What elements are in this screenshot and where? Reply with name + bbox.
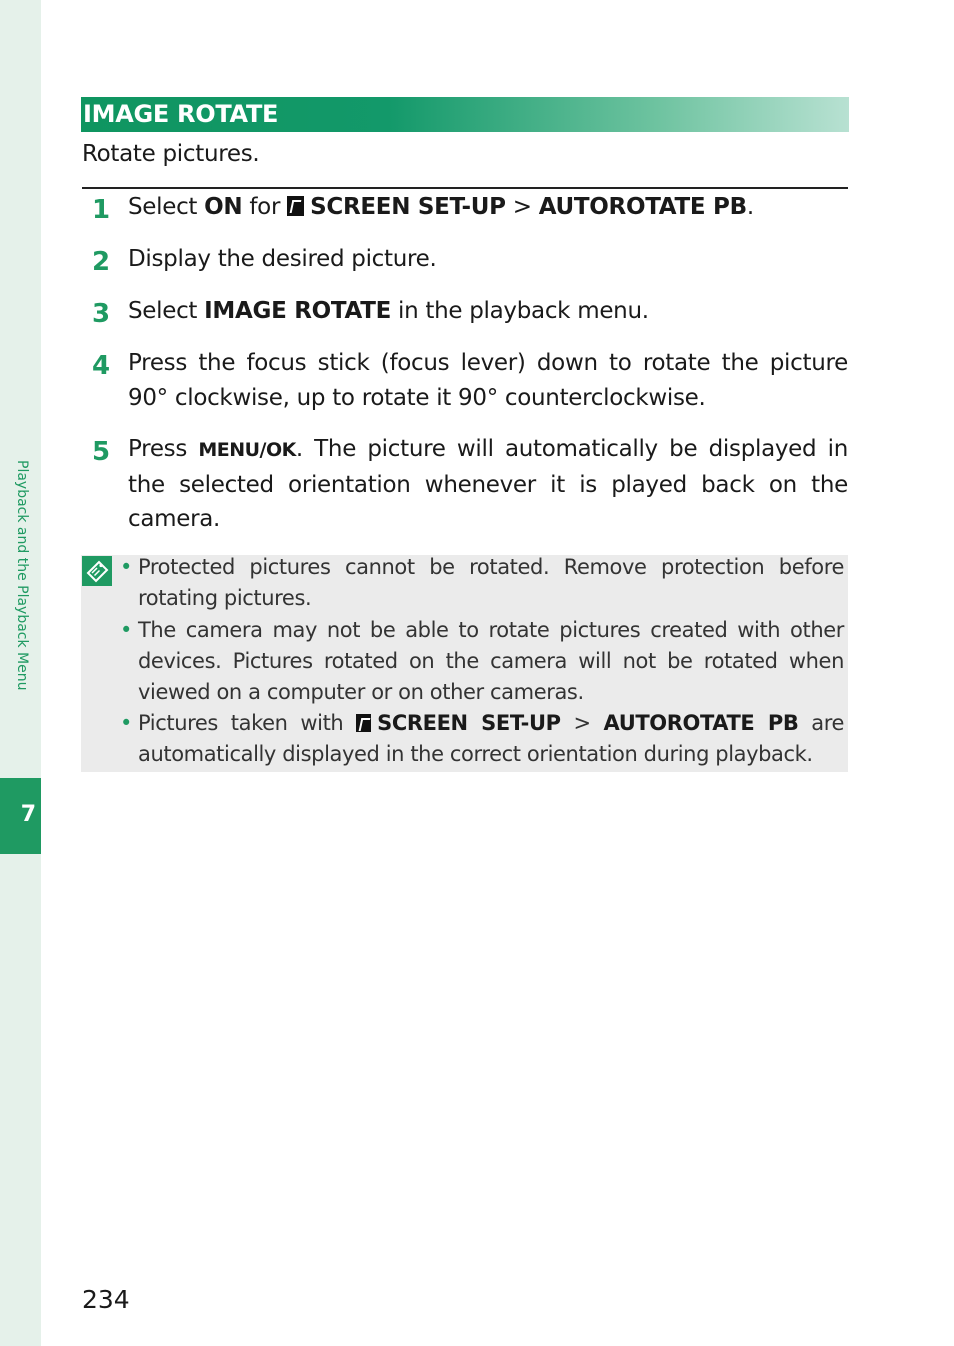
section-label: Playback and the Playback Menu [14,460,30,691]
note-text: Protected pictures cannot be rotated. Remove protection before rotating pictures. [138,555,844,610]
bullet: • [120,555,132,579]
bullet: • [120,711,132,735]
setup-icon [287,196,304,216]
divider-rule [82,187,848,189]
step-number: 3 [92,299,110,329]
bullet: • [120,618,132,642]
step-text: Select ON for SCREEN SET-UP > AUTOROTATE PB. [128,194,754,220]
step-text: Press MENU/OK. The picture will automatically be displayed in the selected orientation whenever it is played back on the camera. [128,436,848,532]
page-number: 234 [82,1285,130,1314]
step-text: Press the focus stick (focus lever) down to rotate the picture 90° clockwise, up to rotate it 90° counterclockwise. [128,350,848,411]
chapter-tab [0,778,41,854]
menu-ok-button-label: MENU/OK [198,439,296,461]
step-text: Display the desired picture. [128,246,437,272]
note-icon [82,556,112,586]
intro-text: Rotate pictures. [82,141,260,167]
step-text: Select IMAGE ROTATE in the playback menu. [128,298,649,324]
section-heading: IMAGE ROTATE [83,100,279,128]
step-number: 1 [92,195,110,225]
step-number: 5 [92,437,110,467]
step-number: 4 [92,351,110,381]
chapter-number: 7 [20,802,36,827]
step-number: 2 [92,247,110,277]
section-heading-bar [81,97,849,132]
note-text: Pictures taken with SCREEN SET-UP > AUTOROTATE PB are automatically displayed in the correct orientation during playback. [138,711,845,766]
note-text: The camera may not be able to rotate pictures created with other devices. Pictures rotated on the camera will not be rotated when viewed on a computer or on other cameras. [138,618,844,704]
setup-icon [356,714,371,732]
